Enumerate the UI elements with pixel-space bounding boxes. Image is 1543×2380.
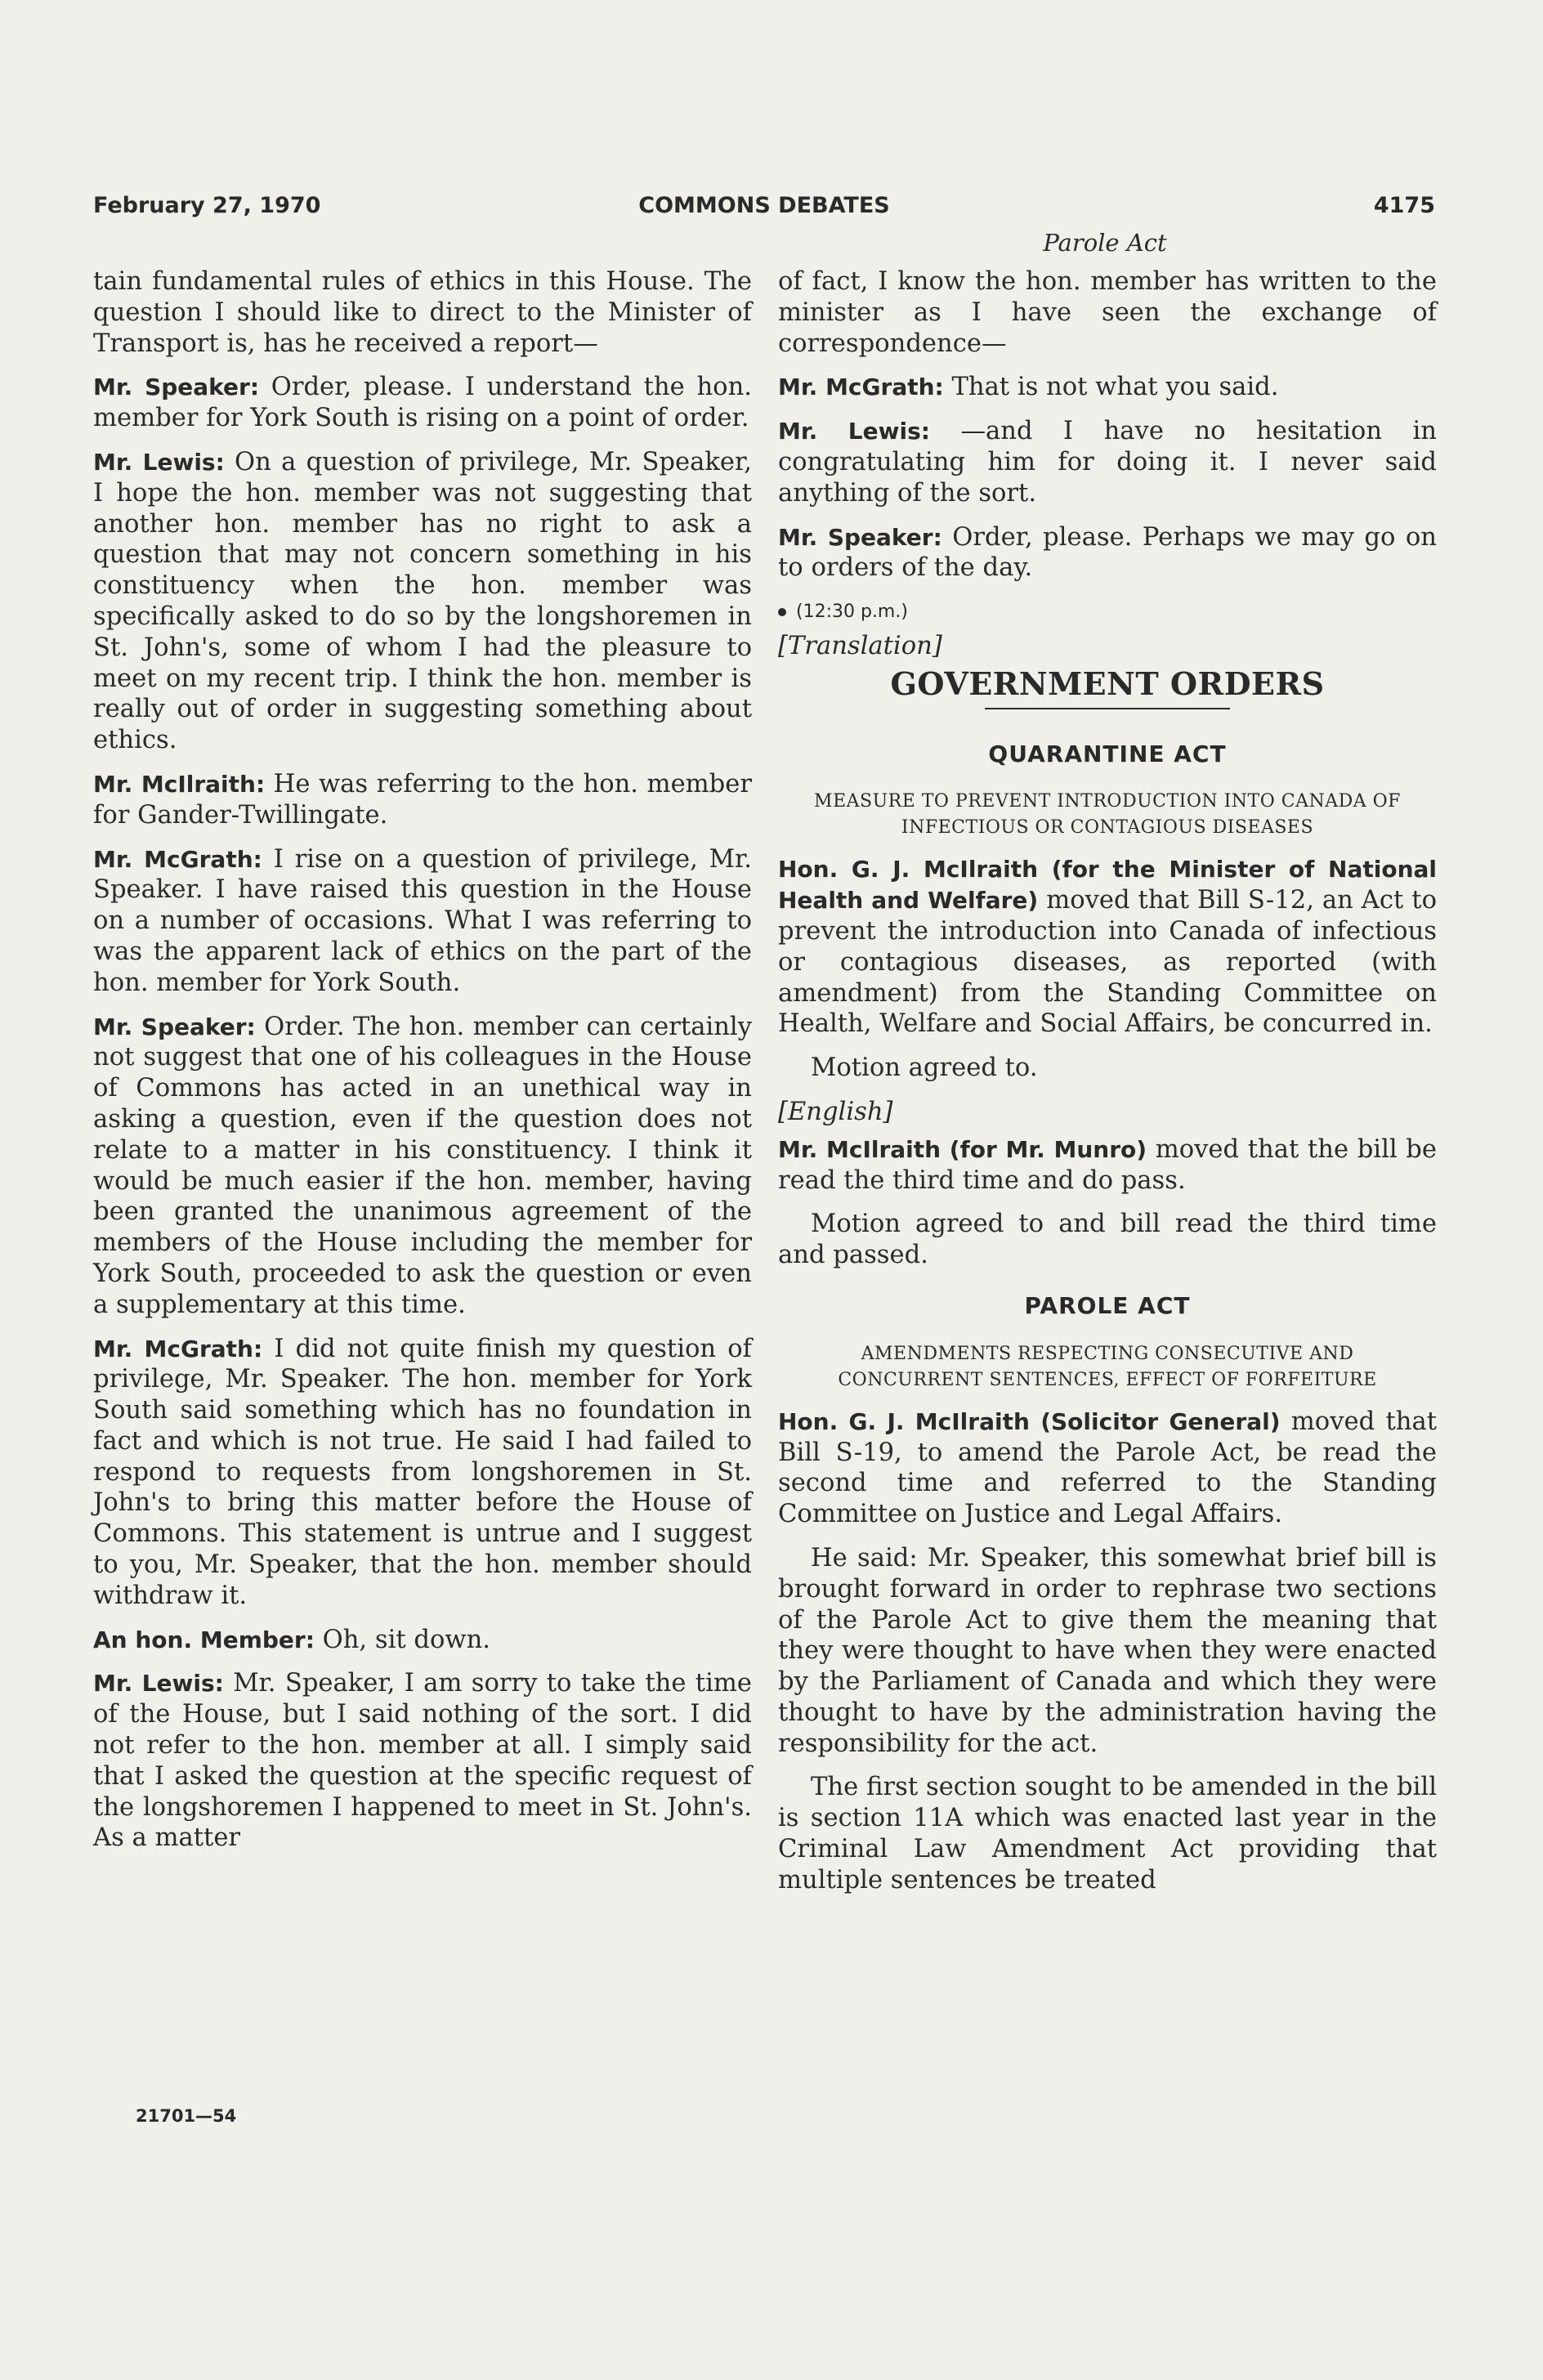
paragraph: The first section sought to be amended in the bill is section 11A which was enacted last year in the Criminal Law Amendment Act providing that multiple sentences be treated xyxy=(778,1773,1437,1895)
translation-marker: [Translation] xyxy=(778,631,942,660)
speaker-name: Mr. McGrath: xyxy=(93,1335,263,1362)
running-subtitle: Parole Act xyxy=(1043,229,1167,257)
bill-heading: PAROLE ACT xyxy=(1024,1291,1191,1319)
speech-text: I rise on a question of privilege, Mr. Speaker. I have raised this question in the House on a number of occasions. What I was referring to was the apparent lack of ethics on the part of the hon. member for York South. xyxy=(93,844,752,997)
speech-text: On a question of privilege, Mr. Speaker, I hope the hon. member was not suggesting that another hon. member has no right to ask a question that may not concern something in his constituency when the hon. member was specifically asked to do so by the longshoremen in St. John's, some of whom I had the pleasure to meet on my recent trip. I think the hon. member is really out of order in suggesting something about ethics. xyxy=(93,447,752,755)
paragraph xyxy=(778,854,1437,1040)
speaker-name: Hon. G. J. McIlraith (for the Minister of National Health and Welfare) xyxy=(778,856,1437,915)
header-title: COMMONS DEBATES xyxy=(638,193,890,218)
paragraph xyxy=(93,1625,752,1656)
speaker-name: Hon. G. J. McIlraith (Solicitor General) xyxy=(778,1407,1281,1435)
paragraph xyxy=(778,1407,1437,1530)
speech-text: Order, please. I understand the hon. member for York South is rising on a point of order. xyxy=(93,373,752,433)
speech-text: Order. The hon. member can certainly not suggest that one of his colleagues in the House of Commons has acted in an unethical way in asking a question, even if the question does not relate to a matter in his constituency. I think it would be much easier if the hon. member, having been granted the unanimous agreement of the members of the House including the member for York South, proceeded to ask the question or even a supplementary at this time. xyxy=(93,1012,752,1319)
speaker-name: An hon. Member: xyxy=(93,1626,315,1653)
paragraph: He said: Mr. Speaker, this somewhat brief bill is brought forward in order to rephrase two sections of the Parole Act to give them the meaning that they were thought to have when they were enacted by the Parliament of Canada and which they were thought to have by the administration having the responsibility for the act. xyxy=(778,1543,1437,1758)
paragraph: tain fundamental rules of ethics in this House. The question I should like to direct to the Minister of Transport is, has he received a report— xyxy=(93,267,752,358)
page-header xyxy=(93,193,1435,226)
speaker-name: Mr. McIlraith: xyxy=(93,770,266,798)
paragraph xyxy=(93,1668,752,1854)
speech-text: —and I have no hesitation in congratulating him for doing it. I never said anything of the sort. xyxy=(778,417,1437,508)
paragraph xyxy=(778,522,1437,584)
bullet-icon xyxy=(778,608,786,616)
timestamp-text: (12:30 p.m.) xyxy=(796,602,908,623)
bill-heading: QUARANTINE ACT xyxy=(988,740,1227,767)
paragraph xyxy=(93,1334,752,1612)
speaker-name: Mr. McIlraith (for Mr. Munro) xyxy=(778,1135,1147,1163)
paragraph: Motion agreed to and bill read the third time and passed. xyxy=(778,1210,1437,1270)
speech-text: I did not quite finish my question of privilege, Mr. Speaker. The hon. member for York South said something which has no foundation in fact and which is not true. He said I had failed to respond to requests from longshoremen in St. John's to bring this matter before the House of Commons. This statement is untrue and I suggest to you, Mr. Speaker, that the hon. member should withdraw it. xyxy=(93,1334,752,1610)
speaker-name: Mr. Speaker: xyxy=(93,374,260,401)
printer-code: 21701—54 xyxy=(136,2106,237,2126)
speaker-name: Mr. Lewis: xyxy=(778,418,930,445)
paragraph: Motion agreed to. xyxy=(811,1054,1038,1083)
header-date: February 27, 1970 xyxy=(93,193,321,218)
section-heading: GOVERNMENT ORDERS xyxy=(890,664,1325,702)
speech-text: He was referring to the hon. member for Gander-Twillingate. xyxy=(93,769,752,830)
english-marker: [English] xyxy=(778,1097,893,1126)
speech-text: Mr. Speaker, I am sorry to take the time of the House, but I said nothing of the sort. I did not refer to the hon. member at all. I simply said that I asked the question at the specific request of the longshoremen I happened to meet in St. John's. As a matter xyxy=(93,1669,752,1853)
speech-text: moved that the bill be read the third time and do pass. xyxy=(778,1134,1437,1195)
paragraph xyxy=(93,769,752,831)
speech-text: moved that Bill S-12, an Act to prevent the introduction into Canada of infectious or contagious diseases, as reported (with amendment) from the Standing Committee on Health, Welfare and Social Affairs, be concurred in. xyxy=(778,886,1437,1039)
divider xyxy=(985,708,1230,709)
speech-text: Oh, sit down. xyxy=(314,1625,491,1654)
speaker-name: Mr. Speaker: xyxy=(778,523,942,551)
timestamp xyxy=(778,597,1437,628)
right-column xyxy=(778,266,1437,1909)
speech-text: Order, please. Perhaps we may go on to orders of the day. xyxy=(778,522,1437,583)
speech-text: That is not what you said. xyxy=(943,373,1279,402)
paragraph: of fact, I know the hon. member has written to the minister as I have seen the exchange of correspondence— xyxy=(778,267,1437,358)
speaker-name: Mr. McGrath: xyxy=(93,845,262,873)
speaker-name: Mr. Lewis: xyxy=(93,448,225,476)
page-number: 4175 xyxy=(1373,193,1435,218)
bill-subheading: AMENDMENTS RESPECTING CONSECUTIVE AND CONCURRENT SENTENCES, EFFECT OF FORFEITURE xyxy=(838,1343,1377,1390)
left-column xyxy=(93,266,752,1867)
speech-text: moved that Bill S-19, to amend the Parole Act, be read the second time and referred to the Standing Committee on Justice and Legal Affairs. xyxy=(778,1407,1437,1529)
speaker-name: Mr. McGrath: xyxy=(778,374,944,401)
paragraph xyxy=(93,844,752,999)
paragraph xyxy=(93,447,752,756)
paragraph xyxy=(93,372,752,434)
speaker-name: Mr. Speaker: xyxy=(93,1013,256,1040)
paragraph xyxy=(778,372,1437,403)
speaker-name: Mr. Lewis: xyxy=(93,1670,224,1698)
bill-subheading: MEASURE TO PREVENT INTRODUCTION INTO CANADA OF INFECTIOUS OR CONTAGIOUS DISEASES xyxy=(814,791,1401,839)
paragraph xyxy=(93,1012,752,1321)
paragraph xyxy=(778,1134,1437,1197)
paragraph xyxy=(778,416,1437,508)
